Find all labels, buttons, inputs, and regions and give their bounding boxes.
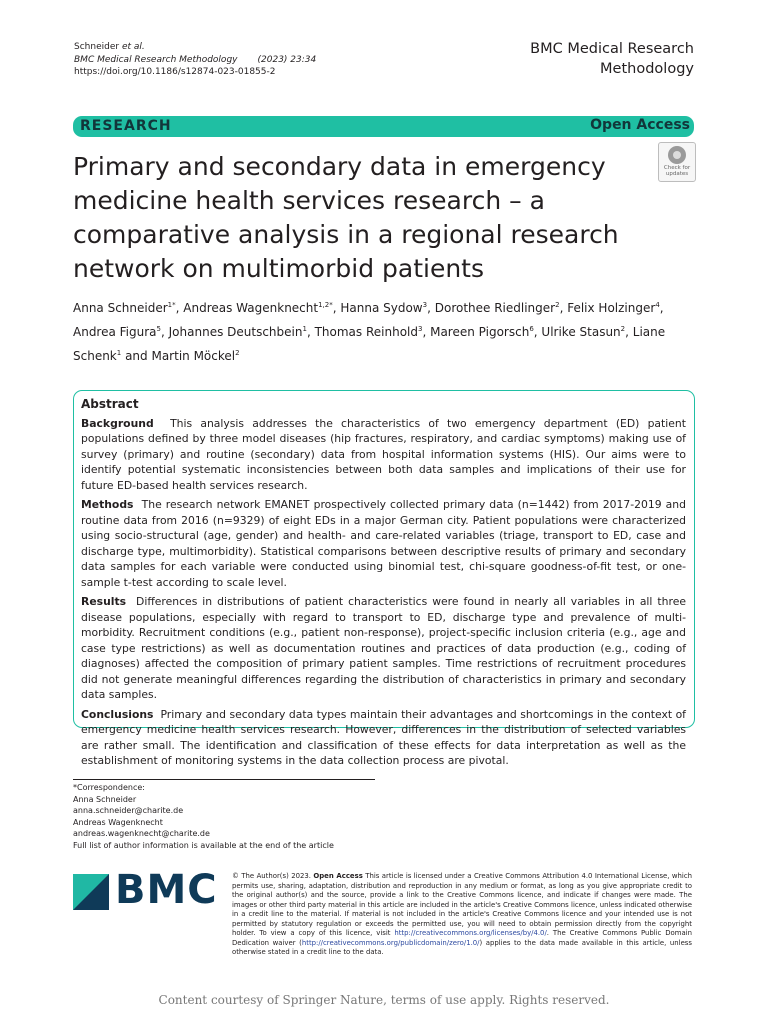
running-header [74, 41, 316, 79]
author: Mareen Pigorsch$^6$ [430, 325, 534, 339]
author: Anna Schneider$^{1*}$ [73, 301, 176, 315]
author: Hanna Sydow$^3$ [340, 301, 428, 315]
header-author: Schneider [74, 42, 120, 52]
public-domain-link[interactable]: http://creativecommons.org/publicdomain/zero/1.0/ [301, 938, 480, 947]
check-updates-icon [668, 146, 686, 164]
footer-courtesy: Content courtesy of Springer Nature, terms of use apply. Rights reserved. [158, 993, 610, 1007]
section-bar [73, 116, 694, 137]
badge-line2: updates [665, 171, 689, 177]
author: Liane Schenk$^1$ [73, 325, 666, 363]
section-label: RESEARCH [80, 118, 172, 134]
correspondence-email[interactable]: andreas.wagenknecht@charite.de [73, 829, 210, 838]
header-journal: BMC Medical Research Methodology [74, 54, 238, 65]
header-etal: et al. [121, 42, 145, 52]
abstract-box [73, 390, 695, 767]
license-link[interactable]: http://creativecommons.org/licenses/by/4.0/ [394, 929, 547, 937]
open-access-label: Open Access [590, 117, 690, 133]
journal-name-line1: BMC Medical Research [530, 41, 694, 57]
author: Andreas Wagenknecht$^{1,2*}$ [183, 301, 333, 315]
article-title: Primary and secondary data in emergency medicine health services research – a comparative analysis in a regional research network on multimorbid patients [73, 152, 619, 283]
abstract-heading: Abstract [81, 397, 139, 411]
header-year-volume: (2023) 23:34 [257, 54, 317, 65]
footnote-divider [73, 779, 375, 780]
author: Johannes Deutschbein$^1$ [168, 325, 307, 339]
author: Martin Möckel$^2$ [151, 349, 240, 363]
author: Ulrike Stasun$^2$ [541, 325, 626, 339]
authors-and: and [125, 349, 148, 363]
correspondence-name: Andreas Wagenknecht [73, 817, 163, 827]
license-text: © The Author(s) 2023. Open Access This article is licensed under a Creative Commons Attribution 4.0 International License, which permits use, sharing, adaptation, distribution and reproduction in any medium or format, as long as you give appropriate credit to the original author(s) and the source, provide a link to the Creative Commons licence, and indicate if changes were made. The images or other third party material in this article are included in the article's Creative Commons licence, unless indicated otherwise in a credit line to the material. If material is not included in the article's Creative Commons licence and your intended use is not permitted by statutory regulation or exceeds the permitted use, you will need to obtain permission directly from the copyright holder. To view a copy of this licence, visit http://creativecommons.org/licenses/by/4.0/. The Creative Commons Public Domain Dedication waiver (http://creativecommons.org/publicdomain/zero/1.0/) applies to the data made available in this article, unless otherwise stated in a credit line to the data. [232, 872, 692, 956]
author-list: Anna Schneider$^{1*}$, Andreas Wagenknecht$^{1,2*}$, Hanna Sydow$^3$, Dorothee Riedlinger$^2$, Felix Holzinger$^4$, Andrea Figura$^5$, Johannes Deutschbein$^1$, Thomas Reinhold$^3$, Mareen Pigorsch$^6$, Ulrike Stasun$^2$, Liane Schenk$^1$ and Martin Möckel$^2$ [73, 301, 666, 363]
author: Andrea Figura$^5$ [73, 325, 161, 339]
badge-line1: Check for [663, 165, 691, 171]
abstract-results: Results Differences in distributions of patient characteristics were found in nearly all variables in all three disease populations, especially with regard to transport to ED, discharge type and prevalence of multi-morbidity. Recruitment conditions (e.g., patient non-response), project-specific inclusion criteria (e.g., age and case type restrictions) as well as documentation routines and practices of data production (e.g., coding of diagnoses) affected the composition of primary patient samples. Time restrictions of recruitment procedures did not generate meaningful differences regarding the distribution of characteristics in primary and secondary data samples. [81, 595, 686, 701]
header-doi[interactable]: https://doi.org/10.1186/s12874-023-01855-2 [74, 67, 276, 77]
journal-name-line2: Methodology [600, 60, 694, 77]
bmc-logo [73, 867, 218, 913]
correspondence-name: Anna Schneider [73, 794, 137, 804]
author-info-note: Full list of author information is available at the end of the article [73, 840, 334, 850]
author: Thomas Reinhold$^3$ [314, 325, 423, 339]
correspondence-email[interactable]: anna.schneider@charite.de [73, 806, 184, 815]
correspondence-block [73, 782, 334, 851]
abstract-background: Background This analysis addresses the characteristics of two emergency department (ED) patient populations defined by three model diseases (hip fractures, respiratory, and cardiac symptoms) making use of survey (primary) and routine (secondary) data from hospital information systems (HIS). Our aims were to identify potential systematic inconsistencies between both data samples and implications of their use for future ED-based health services research. [81, 416, 686, 492]
author: Dorothee Riedlinger$^2$ [434, 301, 560, 315]
author: Felix Holzinger$^4$ [567, 301, 660, 315]
journal-name [530, 40, 694, 79]
abstract-conclusions: Conclusions Primary and secondary data types maintain their advantages and shortcomings in the context of emergency medicine health services research. However, differences in the distribution of selected variables are rather small. The identification and classification of these effects for data interpretation as well as the establishment of monitoring systems in the data collection process are pivotal. [81, 707, 686, 767]
abstract-methods: Methods The research network EMANET prospectively collected primary data (n=1442) from 2017-2019 and routine data from 2016 (n=9329) of eight EDs in a major German city. Patient populations were characterized using socio-structural (age, gender) and health- and care-related variables (triage, transport to ED, case and discharge type, multimorbidity). Statistical comparisons between descriptive results of primary and secondary data samples for each variable were conducted using binomial test, chi-square goodness-of-fit test, or one-sample t-test according to scale level. [81, 498, 686, 589]
bmc-logo-mark-icon [73, 874, 109, 910]
bmc-logo-text: BMC [115, 867, 218, 913]
correspondence-label: *Correspondence: [73, 783, 145, 792]
check-for-updates-badge[interactable] [658, 142, 696, 182]
